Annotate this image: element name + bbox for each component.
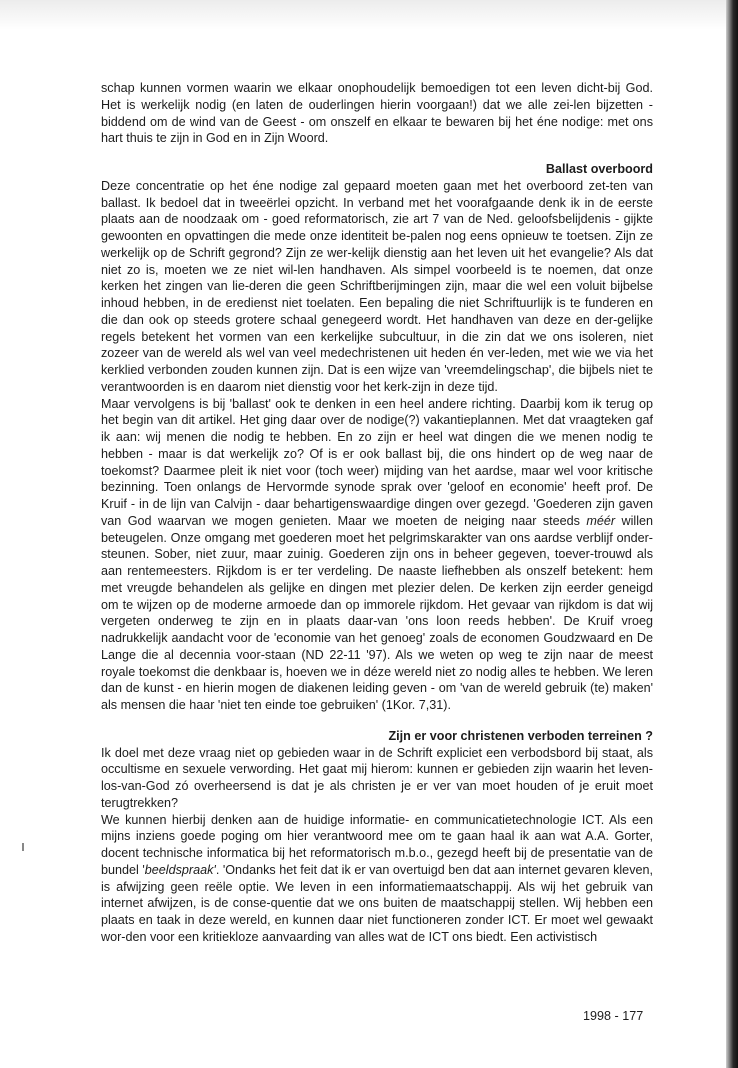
intro-paragraph: schap kunnen vormen waarin we elkaar onophoudelijk bemoedigen tot een leven dicht-bij God. Het is werkelijk nodig (en laten de ouderlingen hierin voorgaan!) dat we alle zei-len bijzetten - biddend om de wind van de Geest - om onszelf en elkaar te bewaren bij het éne nodige: met ons hart thuis te zijn in God en in Zijn Woord. (101, 81, 653, 146)
section1-paragraph1: Deze concentratie op het éne nodige zal gepaard moeten gaan met het overboord zet-ten van ballast. Ik bedoel dat in tweeërlei opzicht. In verband met het voorafgaande denk ik in de eerste plaats aan de noodzaak om - goed reformatorisch, zie art 7 van de Ned. geloofsbelijdenis - gijkte gewoonten en opvattingen die mede onze identiteit be-palen nog eens opnieuw te toetsen. Zijn ze werkelijk op de Schrift gegrond? Zijn ze wer-kelijk dienstig aan het leven uit het evangelie? Als dat niet zo is, moeten we ze niet wil-len handhaven. Als simpel voorbeeld is te noemen, dat onze kerken het zingen van lie-deren die geen Schriftberijmingen zijn, maar die wel een voluit bijbelse inhoud hebben, in de eredienst niet toelaten. Een bepaling die niet Schriftuurlijk is te funderen en die dan ook op steeds grotere schaal genegeerd wordt. Het handhaven van deze en der-gelijke regels betekent het vormen van een kerkelijke subcultuur, in die zin dat we ons isoleren, niet zozeer van de wereld als wel van veel medechristenen uit heden én ver-leden, met wie we via het kerklied verbonden zouden kunnen zijn. Dat is een wijze van 'vreemdelingschap', die bijbels niet te verantwoorden is en daarom niet dienstig voor het kerk-zijn in deze tijd. (101, 178, 653, 394)
article-page (101, 80, 653, 946)
paragraph-text: Maar vervolgens is bij 'ballast' ook te denken in een heel andere richting. Daarbij kom ik terug op het begin van dit artikel. Het ging daar over de nodige(?) vakantieplannen. Met dat vraagteken gaf ik aan: wij menen die nodig te hebben. En zo zijn er heel wat dingen die we menen nodig te hebben - maar is dat werkelijk zo? Of is er ook ballast bij, die ons hindert op de weg naar de toekomst? Daarmee pleit ik niet voor (toch weer) mijding van het aardse, maar wel voor kritische bezinning. Toen onlangs de Hervormde synode sprak over 'geloof en economie' heeft prof. De Kruif - in de lijn van Calvijn - daar behartigenswaardige dingen over gezegd. 'Goederen zijn gaven van God waarvan we mogen genieten. Maar we moeten de neiging naar steeds (101, 396, 653, 528)
section-heading-ballast-overboord: Ballast overboord (545, 162, 653, 176)
paragraph-text: . 'Ondanks het feit dat ik er van overtuigd ben dat aan internet gevaren kleven, is afwijzing geen reële optie. We leven in een informatiemaatschappij. Als wij het gebruik van internet afwijzen, is de conse-quentie dat we ons buiten de maatschappij stellen. Wij hebben een plaats en taak in deze wereld, en kunnen daar niet functioneren zonder ICT. Er moet wel gewaakt wor-den voor een kritiekloze aanvaarding van alles wat de ICT ons biedt. Een activistisch (101, 862, 653, 944)
scan-right-edge (726, 0, 738, 1068)
section1-paragraph2 (101, 396, 653, 714)
paragraph-text: We kunnen hierbij denken aan de huidige informatie- en communicatietechnologie ICT. Als een mijns inziens goede poging om hier verantwoord mee om te gaan haal ik aan wat A.A. Gorter, docent technische informatica bij het reformatorisch m.b.o., gezegd heeft bij de presentatie van de bundel ' (101, 812, 653, 877)
section-heading-verboden-terreinen: Zijn er voor christenen verboden terreinen ? (388, 728, 653, 743)
section2-paragraph1: Ik doel met deze vraag niet op gebieden waar in de Schrift expliciet een verbodsbord bij staat, als occultisme en sexuele verwording. Het gaat mij hierom: kunnen er gebieden zijn waarin het leven-los-van-God zó overheersend is dat je als christen je er ver van moet houden of je eruit moet terugtrekken? (101, 745, 653, 810)
margin-mark (22, 843, 24, 851)
paragraph-text: willen beteugelen. Onze omgang met goederen moet het pelgrimskarakter van ons aardse verblijf onder-steunen. Sober, niet zuur, maar zuinig. Goederen zijn ons in beheer gegeven, toever-trouwd als aan rentemeesters. Rijkdom is er ter verdeling. De naaste liefhebben als onszelf betekent: hem met vreugde behandelen als gelijke en dingen met plezier delen. De kerken zijn eerder geneigd om te wijzen op de moderne armoede dan op immorele rijkdom. Het gevaar van rijkdom is dat wij vergeten onderweg te zijn en in plaats daar-van 'ons loon reeds hebben'. De Kruif vroeg nadrukkelijk aandacht voor de 'economie van het genoeg' zoals de economen Goudzwaard en De Lange die al decennia voor-staan (ND 22-11 '97). Als we weten op weg te zijn naar de meest royale toekomst die denkbaar is, hoeven we in déze wereld niet zo nodig alles te hebben. We leren dan de kunst - en hierin mogen de diakenen leiding geven - om 'van de wereld gebruik (te) maken' als mensen die haar 'niet ten einde toe gebruiken' (1Kor. 7,31). (101, 513, 653, 712)
scan-top-shadow (0, 0, 726, 30)
section2-paragraph2 (101, 812, 653, 946)
emphasis-text: beeldspraak' (144, 862, 216, 877)
emphasis-text: méér (586, 513, 616, 528)
page-number: 1998 - 177 (583, 1009, 644, 1023)
